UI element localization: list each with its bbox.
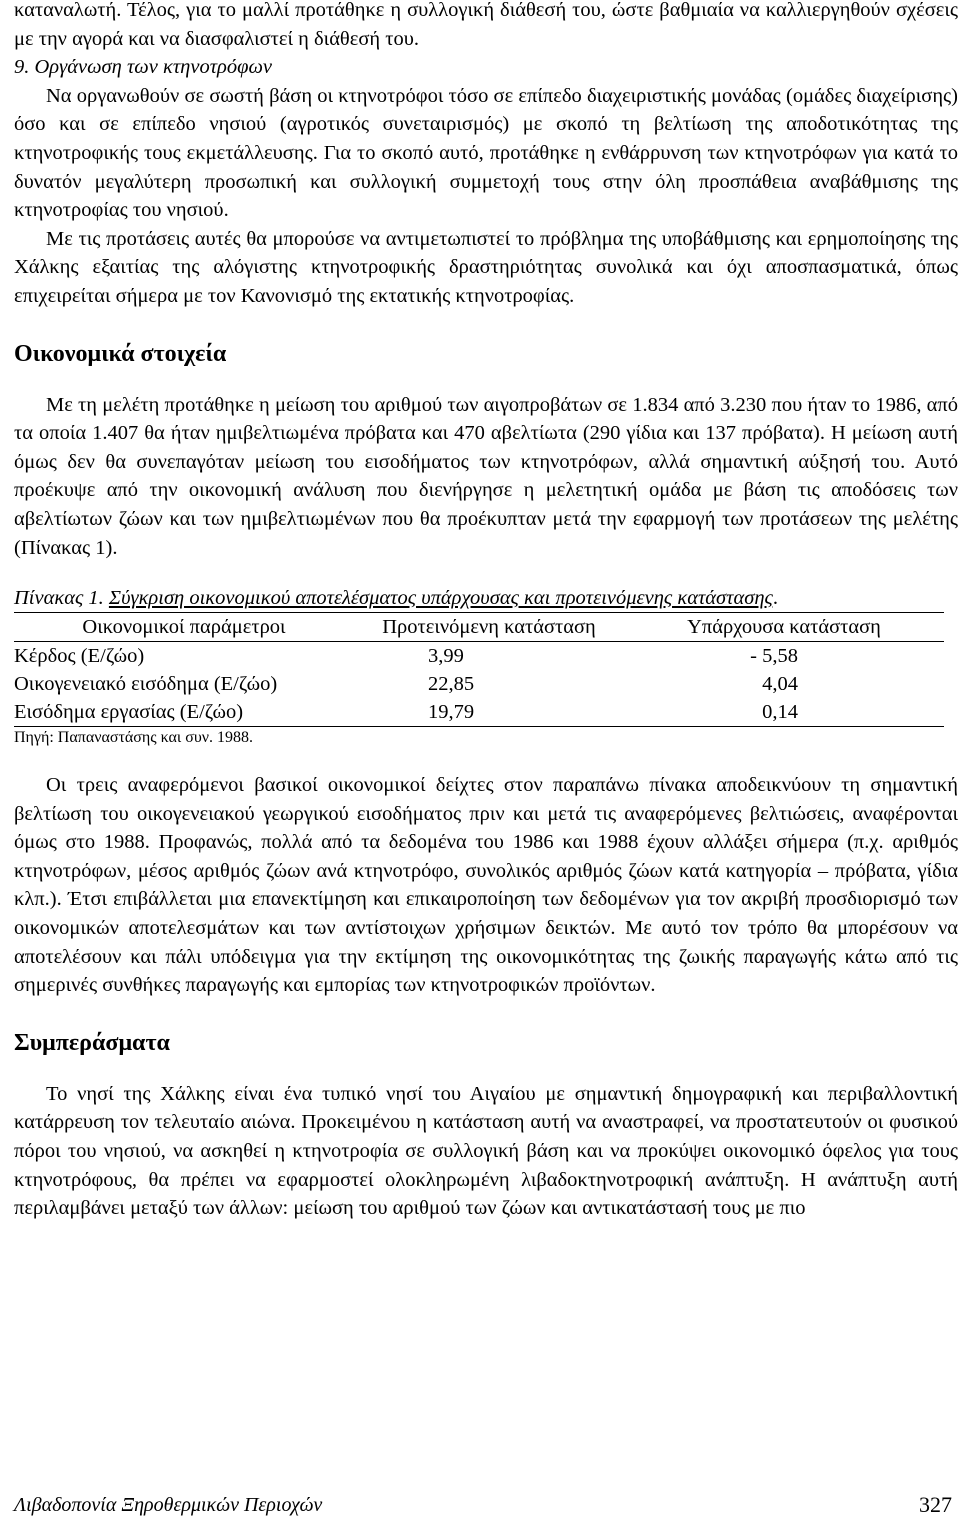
table-row <box>14 642 944 671</box>
table-caption <box>14 584 958 612</box>
table-cell-proposed: 3,99 <box>428 645 464 668</box>
table-cell-parameter: Κέρδος (Ε/ζώο) <box>14 645 145 668</box>
document-page <box>14 0 958 1223</box>
paragraph-indicators: Οι τρεις αναφερόμενοι βασικοί οικονομικοί δείχτες στον παραπάνω πίνακα αποδεικνύουν τη σημαντική βελτίωση του οικογενειακού γεωργικού εισοδήματος πριν και μετά τις αναφερόμενες βελτιώσεις, αναφέρονται όμως στο 1988. Προφανώς, πολλά από τα δεδομένα του 1986 και 1988 έχουν αλλάξει σήμερα (π.χ. αριθμός κτηνοτρόφων, μέσος αριθμός ζώων ανά κτηνοτρόφο, συνολικός αριθμός ζώων κατά κατηγορία – πρόβατα, γίδια κλπ.). Έτσι επιβάλλεται μια επανεκτίμηση και επικαιροποίηση των δεδομένων για τον ακριβή προσδιορισμό των οικονομικών αποτελεσμάτων και των αντίστοιχων χρήσιμων δεικτών. Με αυτό τον τρόπο θα μπορέσουν να αποτελέσουν και πάλι υπόδειγμα για την εκτίμηση της οικονομικότητας της ζωικής παραγωγής κάτω από τις σημερινές συνθήκες παραγωγής και εμπορίας των κτηνοτροφικών προϊόντων. <box>14 774 958 997</box>
paragraph-economic: Με τη μελέτη προτάθηκε η μείωση του αριθμού των αιγοπροβάτων σε 1.834 από 3.230 που ήταν το 1986, από τα οποία 1.407 θα ήταν ημιβελτιωμένα πρόβατα και 470 αβελτίωτα (290 γίδια και 137 πρόβατα). Η μείωση αυτή όμως δεν θα συνεπαγόταν μείωση του εισοδήματος των κτηνοτρόφων, αλλά σημαντική αύξησή του. Αυτό προέκυψε από την οικονομική ανάλυση που διενήργησε η μελετητική ομάδα με βάση τις αποδόσεις των αβελτίωτων ζώων και των ημιβελτιωμένων που θα προέκυπταν μετά την εφαρμογή των προτάσεων της μελέτης (Πίνακας 1). <box>14 393 958 559</box>
table-caption-end: . <box>772 587 778 610</box>
footer-journal-title: Λιβαδοπονία Ξηροθερμικών Περιοχών <box>14 1494 323 1516</box>
table-row <box>14 698 944 727</box>
table-header-proposed: Προτεινόμενη κατάσταση <box>354 613 624 642</box>
table-cell-existing: 4,04 <box>762 673 798 696</box>
heading-economic-data: Οικονομικά στοιχεία <box>14 340 227 367</box>
table-caption-title: Σύγκριση οικονομικού αποτελέσματος υπάρχουσας και προτεινόμενης κατάστασης <box>108 587 773 610</box>
footer-page-number: 327 <box>919 1492 952 1517</box>
table-row <box>14 670 944 698</box>
table-header-row <box>14 613 944 642</box>
paragraph-item-9: Να οργανωθούν σε σωστή βάση οι κτηνοτρόφοι τόσο σε επίπεδο διαχειριστικής μονάδας (ομάδες διαχείρισης) όσο και σε επίπεδο νησιού (αγροτικός συνεταιρισμός) με σκοπό τη βελτίωση της αποδοτικότητας της κτηνοτροφικής τους εκμετάλλευσης. Για το σκοπό αυτό, προτάθηκε η ενθάρρυνση των κτηνοτρόφων για κατά το δυνατόν μεγαλύτερη προσωπική και συλλογική συμμετοχή τους στην όλη προσπάθεια αναβάθμισης της κτηνοτροφίας του νησιού. <box>14 84 958 222</box>
table-header-parameters: Οικονομικοί παράμετροι <box>14 613 354 642</box>
table-cell-proposed: 22,85 <box>428 673 475 696</box>
paragraph-top: καταναλωτή. Τέλος, για το μαλλί προτάθηκε η συλλογική διάθεσή του, ώστε βαθμιαία να καλλιεργηθούν σχέσεις με την αγορά και να διασφαλιστεί η διάθεσή του. <box>14 0 958 50</box>
item-9-heading: 9. Οργάνωση των κτηνοτρόφων <box>14 56 273 79</box>
table-source: Πηγή: Παπαναστάσης και συν. 1988. <box>14 729 253 747</box>
table-cell-parameter: Οικογενειακό εισόδημα (Ε/ζώο) <box>14 673 278 696</box>
paragraph-conclusions: Το νησί της Χάλκης είναι ένα τυπικό νησί του Αιγαίου με σημαντική δημογραφική και περιβαλλοντική κατάρρευση τον τελευταίο αιώνα. Προκειμένου η κατάσταση αυτή να αναστραφεί, να προστατευτούν οι φυσικού πόροι του νησιού, να ασκηθεί η κτηνοτροφία σε συλλογική βάση και να προκύψει οικονομικό όφελος για τους κτηνοτρόφους, θα πρέπει να εφαρμοστεί ολοκληρωμένη λιβαδοκτηνοτροφική ανάπτυξη. Η ανάπτυξη αυτή περιλαμβάνει μεταξύ των άλλων: μείωση του αριθμού των ζώων και αντικατάστασή τους με πιο <box>14 1082 958 1220</box>
table-cell-proposed: 19,79 <box>354 698 624 727</box>
table-cell-parameter: Εισόδημα εργασίας (Ε/ζώο) <box>14 698 354 727</box>
table-cell-existing: - 5,58 <box>750 645 798 668</box>
economic-comparison-table <box>14 612 944 727</box>
paragraph-proposals: Με τις προτάσεις αυτές θα μπορούσε να αντιμετωπιστεί το πρόβλημα της υποβάθμισης και ερημοποίησης της Χάλκης εξαιτίας της αλόγιστης κτηνοτροφικής δραστηριότητας συνολικά και όχι αποσπασματικά, όπως επιχειρείται σήμερα με τον Κανονισμό της εκτατικής κτηνοτροφίας. <box>14 227 958 307</box>
table-cell-existing: 0,14 <box>624 698 944 727</box>
table-header-existing: Υπάρχουσα κατάσταση <box>624 613 944 642</box>
table-caption-label: Πίνακας 1. <box>14 587 104 610</box>
heading-conclusions: Συμπεράσματα <box>14 1029 170 1056</box>
